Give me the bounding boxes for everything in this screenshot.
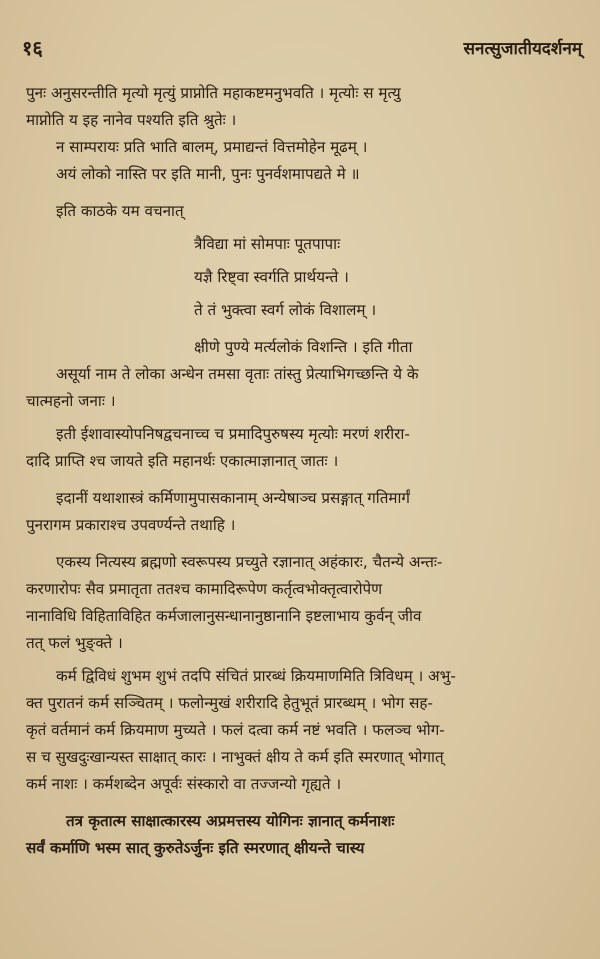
text-line: तत् फलं भुङ्क्ते । bbox=[26, 634, 123, 652]
text-line: कर्म द्विविधं शुभम शुभं तदपि संचितं प्रारब्धं क्रियमाणमिति त्रिविधम् । अभु- bbox=[56, 667, 456, 685]
text-line: कृतं वर्तमानं कर्म क्रियमाण मुच्यते । फलं दत्वा कर्म नष्टं भवति । फलञ्च भोग- bbox=[26, 721, 445, 739]
text-line: चात्महनो जनाः । bbox=[26, 392, 116, 410]
text-line: एकस्य नित्यस्य ब्रह्मणो स्वरूपस्य प्रच्युते रज्ञानात् अहंकारः, चैतन्ये अन्तः- bbox=[56, 553, 443, 571]
quote-line: असूर्या नाम ते लोका अन्धेन तमसा वृताः तांस्तु प्रेत्याभिगच्छन्ति ये के bbox=[56, 365, 419, 383]
running-head: सनत्सुजातीयदर्शनम् bbox=[463, 39, 582, 59]
page-number: १६ bbox=[22, 36, 43, 60]
text-line: इदानीं यथाशास्त्रं कर्मिणामुपासकानाम् अन्येषाञ्च प्रसङ्गात् गतिमार्गं bbox=[56, 489, 410, 507]
text-line: इति काठके यम वचनात् bbox=[56, 202, 184, 220]
text-line: तत्र कृतात्म साक्षात्कारस्य अप्रमत्तस्य योगिनः ज्ञानात् कर्मनाशः bbox=[66, 812, 395, 830]
verse-line: त्रैविद्या मां सोमपाः पूतपापाः bbox=[194, 235, 341, 253]
verse-line: यज्ञै रिष्ट्वा स्वर्गति प्रार्थयन्ते । bbox=[194, 268, 349, 286]
text-line: कर्म नाशः । कर्मशब्देन अपूर्वः संस्कारो वा तज्जन्यो गृह्यते । bbox=[26, 775, 342, 793]
text-line: करणारोपः सैव प्रमातृता ततश्च कामादिरूपेण कर्तृत्वभोक्तृत्वारोपेण bbox=[26, 580, 383, 598]
page-header bbox=[22, 34, 582, 68]
text-line: स च सुखदुःखान्यस्त साक्षात् कारः । नाभुक्तं क्षीय ते कर्म इति स्मरणात् भोगात् bbox=[26, 748, 444, 766]
text-line: पुनः अनुसरन्तीति मृत्यो मृत्युं प्राप्नोति महाकष्टमनुभवति । मृत्योः स मृत्यु bbox=[26, 84, 401, 102]
text-line: दादि प्राप्ति श्च जायते इति महानर्थः एकात्माज्ञानात् जातः । bbox=[26, 452, 339, 470]
verse-line: क्षीणे पुण्ये मर्त्यलोकं विशन्ति । इति गीता bbox=[194, 338, 413, 356]
text-line: माप्नोति य इह नानेव पश्यति इति श्रुतेः । bbox=[26, 111, 237, 129]
verse-line: ते तं भुक्त्वा स्वर्ग लोकं विशालम् । bbox=[194, 301, 377, 319]
text-line: इती ईशावास्योपनिषद्वचनाच्च च प्रमादिपुरुषस्य मृत्योः मरणं शरीरा- bbox=[56, 425, 410, 443]
quote-line: न साम्परायः प्रति भाति बालम्, प्रमाद्यन्तं वित्तमोहेन मूढम् । bbox=[56, 138, 368, 156]
body-text bbox=[26, 80, 586, 862]
text-line: सर्वं कर्माणि भस्म सात् कुरुतेऽर्जुनः इति स्मरणात् क्षीयन्ते चास्य bbox=[26, 839, 365, 857]
quote-line: अयं लोको नास्ति पर इति मानी, पुनः पुनर्वशमापद्यते मे ॥ bbox=[56, 165, 360, 183]
text-line: क्त पुरातनं कर्म सञ्चितम् । फलोन्मुखं शरीरादि हेतुभूतं प्रारब्धम् । भोग सह- bbox=[26, 694, 433, 712]
text-line: नानाविधि विहिताविहित कर्मजालानुसन्धानानुष्ठानानि इष्टलाभाय कुर्वन् जीव bbox=[26, 607, 422, 625]
text-line: पुनरागम प्रकाराश्च उपवर्ण्यन्ते तथाहि । bbox=[26, 516, 236, 534]
